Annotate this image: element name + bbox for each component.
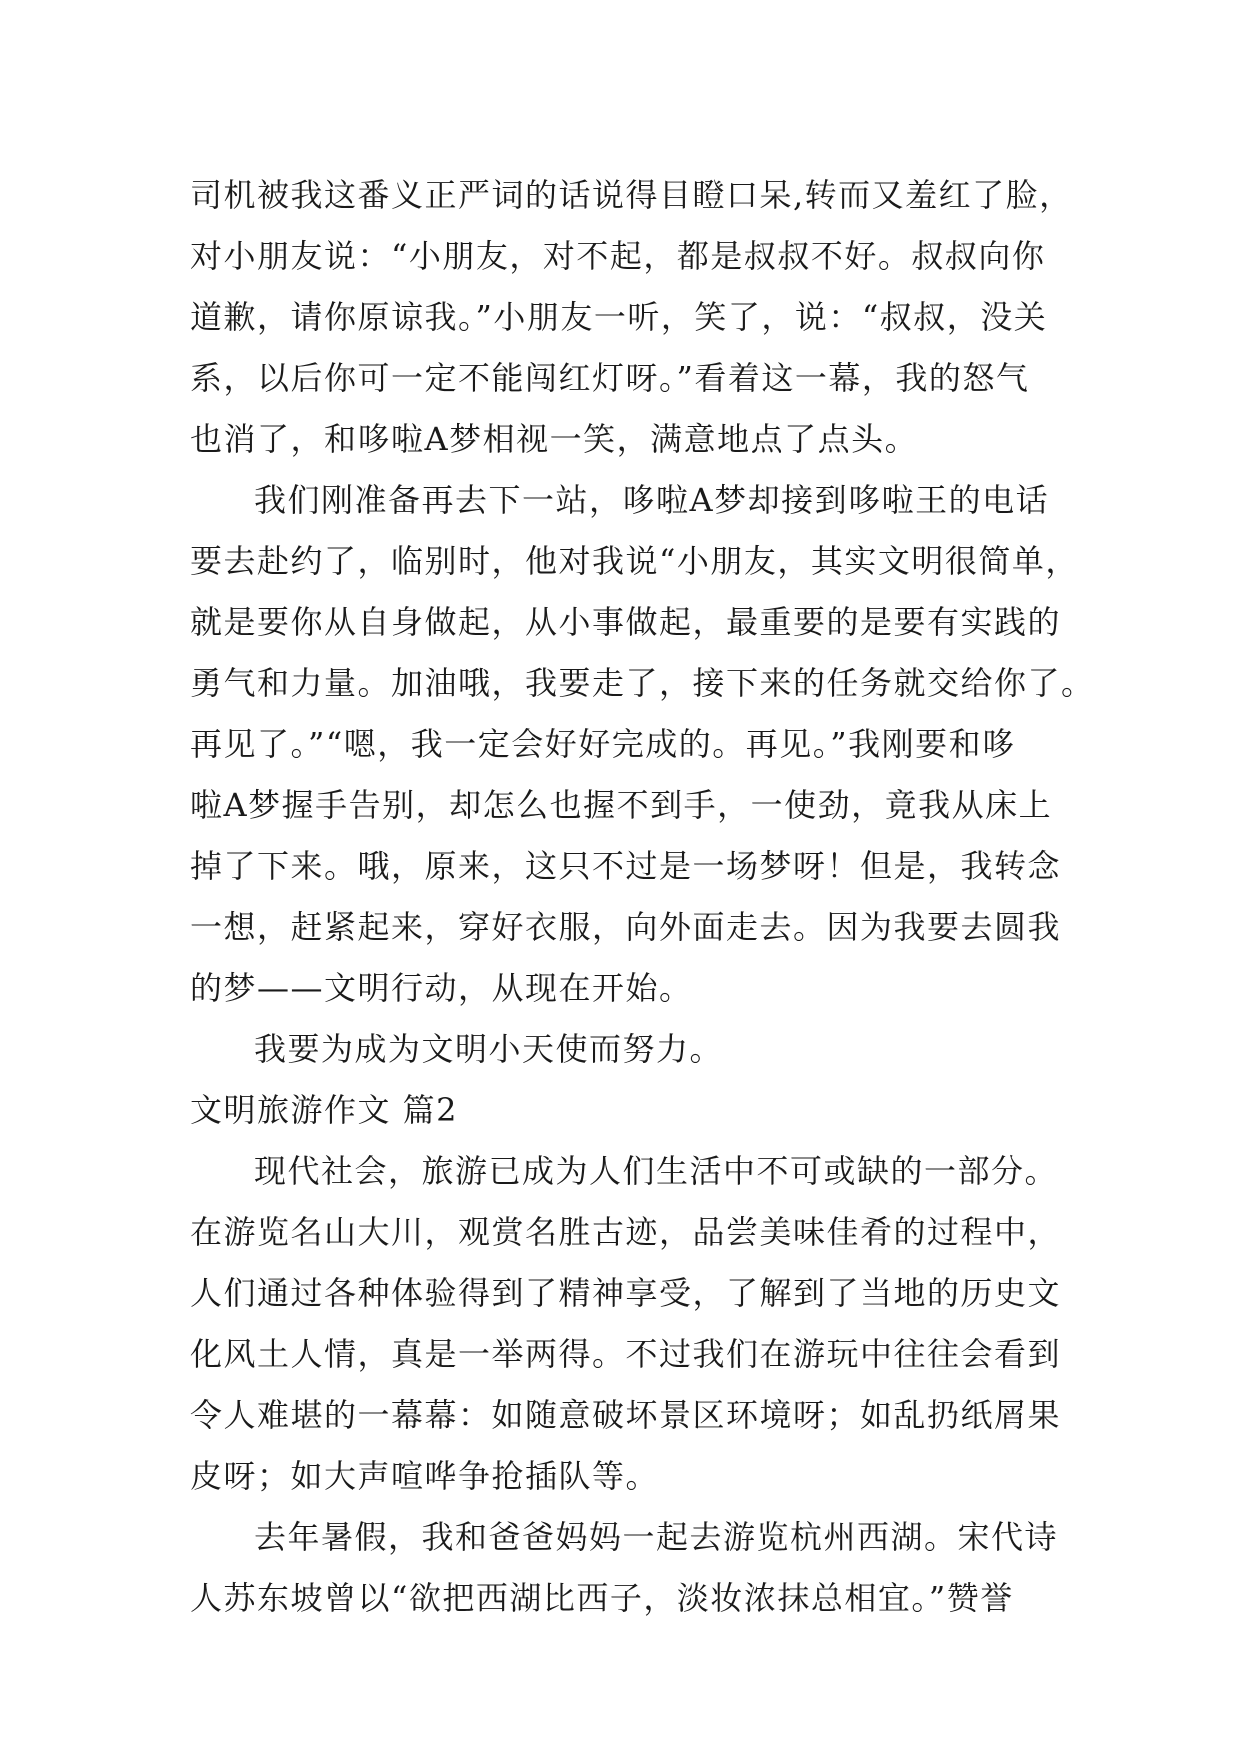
section-heading: 文明旅游作文 篇2	[190, 1091, 459, 1129]
text-line: 勇气和力量。加油哦，我要走了，接下来的任务就交给你了。	[190, 664, 1095, 702]
paragraph-start-line: 现代社会，旅游已成为人们生活中不可或缺的一部分。	[254, 1152, 1059, 1190]
text-line: 要去赴约了，临别时，他对我说“小朋友，其实文明很简单，	[190, 542, 1079, 580]
paragraph-start-line: 我要为成为文明小天使而努力。	[254, 1030, 724, 1068]
document-body	[190, 165, 1095, 1629]
paragraph-start-line: 去年暑假，我和爸爸妈妈一起去游览杭州西湖。宋代诗	[254, 1518, 1059, 1556]
text-line: 系，以后你可一定不能闯红灯呀。”看着这一幕，我的怒气	[190, 359, 1030, 397]
text-line: 就是要你从自身做起，从小事做起，最重要的是要有实践的	[190, 603, 1062, 641]
text-line: 皮呀；如大声喧哗争抢插队等。	[190, 1457, 660, 1495]
text-line: 也消了，和哆啦A梦相视一笑，满意地点了点头。	[190, 420, 919, 458]
paragraph-start-line: 我们刚准备再去下一站，哆啦A梦却接到哆啦王的电话	[254, 481, 1050, 519]
text-line: 掉了下来。哦，原来，这只不过是一场梦呀！但是，我转念	[190, 847, 1062, 885]
text-line: 道歉，请你原谅我。”小朋友一听，笑了，说：“叔叔，没关	[190, 298, 1048, 336]
text-line: 对小朋友说：“小朋友，对不起，都是叔叔不好。叔叔向你	[190, 237, 1046, 275]
text-line: 啦A梦握手告别，却怎么也握不到手，一使劲，竟我从床上	[190, 786, 1053, 824]
text-line: 化风土人情，真是一举两得。不过我们在游玩中往往会看到	[190, 1335, 1062, 1373]
text-line: 令人难堪的一幕幕：如随意破坏景区环境呀；如乱扔纸屑果	[190, 1396, 1062, 1434]
text-line: 再见了。”“嗯，我一定会好好完成的。再见。”我刚要和哆	[190, 725, 1016, 763]
text-line: 人们通过各种体验得到了精神享受，了解到了当地的历史文	[190, 1274, 1062, 1312]
text-line: 人苏东坡曾以“欲把西湖比西子，淡妆浓抹总相宜。”赞誉	[190, 1579, 1014, 1617]
text-line: 司机被我这番义正严词的话说得目瞪口呆,转而又羞红了脸，	[190, 176, 1073, 214]
text-line: 在游览名山大川，观赏名胜古迹，品尝美味佳肴的过程中，	[190, 1213, 1062, 1251]
text-line: 一想，赶紧起来，穿好衣服，向外面走去。因为我要去圆我	[190, 908, 1062, 946]
text-line: 的梦——文明行动，从现在开始。	[190, 969, 693, 1007]
